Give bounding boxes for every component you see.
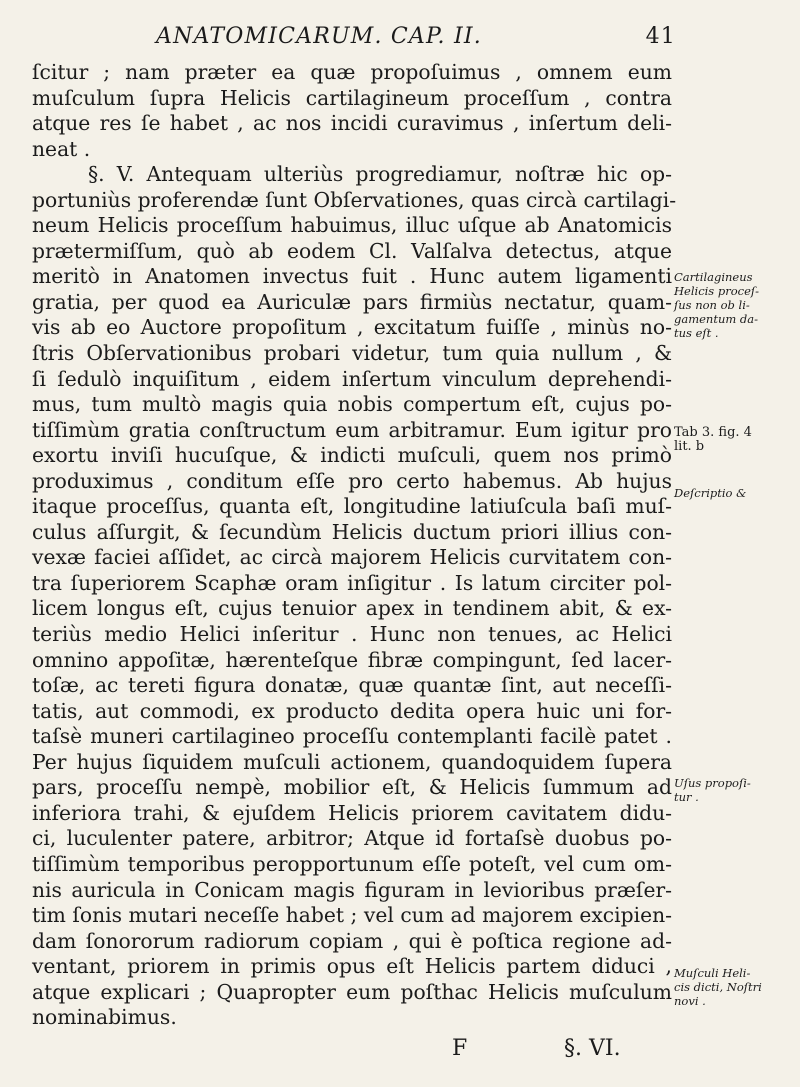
page-footer <box>440 1036 680 1066</box>
text-line: exortu inviſi hucuſque, & indicti muſculi, quem nos primò <box>32 443 672 468</box>
text-line: atque explicari ; Quapropter eum poſthac Helicis muſculum <box>32 979 672 1004</box>
margin-note <box>674 486 798 500</box>
text-line: taſsè muneri cartilagineo proceſſu contemplanti facilè patet . <box>32 724 672 749</box>
signature-mark: F <box>452 1036 468 1061</box>
text-line: ci, luculenter patere, arbitror; Atque id fortaſsè duobus po- <box>32 826 672 851</box>
text-line: §. V. Antequam ulteriùs progrediamur, noſtræ hic op- <box>88 162 672 187</box>
text-line: inferiora trahi, & ejuſdem Helicis priorem cavitatem didu- <box>32 800 672 825</box>
text-line: ſi ſedulò inquiſitum , eidem inſertum vinculum deprehendi- <box>32 366 672 391</box>
margin-note-line: tus eſt . <box>674 326 719 340</box>
page-number: 41 <box>645 23 676 49</box>
text-line: vis ab eo Auctore propoſitum , excitatum fuiſſe , minùs no- <box>32 315 672 340</box>
text-line: pars, proceſſu nempè, mobilior eſt, & Helicis ſummum ad <box>32 775 672 800</box>
main-text-block <box>32 60 677 1031</box>
catchword: §. VI. <box>564 1036 621 1061</box>
text-line: itaque proceſſus, quanta eſt, longitudine latiuſcula baſi muſ- <box>32 494 672 519</box>
text-line: neat . <box>32 136 91 161</box>
text-line: omnino appoſitæ, hærenteſque fibræ compingunt, ſed lacer- <box>32 647 672 672</box>
margin-note <box>674 966 798 1008</box>
text-line: prætermiſſum, quò ab eodem Cl. Valſalva detectus, atque <box>32 238 672 263</box>
margin-note-line: novi . <box>674 994 706 1008</box>
text-line: culus aſſurgit, & ſecundùm Helicis ductum priori illius con- <box>32 519 672 544</box>
text-line: tim ſonis mutari neceſſe habet ; vel cum ad majorem excipien- <box>32 903 672 928</box>
running-header <box>156 18 676 54</box>
margin-note-line: cis dicti, Noſtri <box>674 980 762 994</box>
text-line: tiſſimùm gratia conſtructum eum arbitramur. Eum igitur pro <box>32 417 672 442</box>
text-line: ſcitur ; nam præter ea quæ propoſuimus , omnem eum <box>32 60 672 84</box>
margin-note-line: ſus non ob li- <box>674 298 750 312</box>
text-line: atque res ſe habet , ac nos incidi curavimus , inſertum deli- <box>32 111 672 136</box>
text-line: ſtris Obſervationibus probari videtur, tum quia nullum , & <box>32 341 672 366</box>
text-line: Per hujus ſiquidem muſculi actionem, quandoquidem ſupera <box>32 749 672 774</box>
text-line: nis auricula in Conicam magis figuram in levioribus præſer- <box>32 877 672 902</box>
margin-note-line: Deſcriptio & <box>674 486 747 500</box>
margin-note-line: gamentum da- <box>674 312 759 326</box>
text-line: mus, tum multò magis quia nobis compertum eſt, cujus po- <box>32 392 672 417</box>
text-line: gratia, per quod ea Auriculæ pars firmiùs nectatur, quam- <box>32 289 672 314</box>
margin-note-line: Cartilagineus <box>674 270 753 284</box>
text-line: neum Helicis proceſſum habuimus, illuc uſque ab Anatomicis <box>32 213 672 238</box>
margin-note <box>674 426 798 454</box>
text-line: portuniùs proferendæ ſunt Obſervationes, quas circà cartilagi- <box>32 187 677 212</box>
text-line: licem longus eſt, cujus tenuior apex in tendinem abit, & ex- <box>32 596 672 621</box>
text-line: muſculum ſupra Helicis cartilagineum proceſſum , contra <box>32 85 672 110</box>
margin-note-line: Tab 3. fig. 4 <box>674 425 752 440</box>
text-line: produximus , conditum eſſe pro certo habemus. Ab hujus <box>32 468 672 493</box>
text-line: dam ſonororum radiorum copiam , qui è poſtica regione ad- <box>32 928 672 953</box>
text-line: toſæ, ac tereti figura donatæ, quæ quantæ ſint, aut neceſſi- <box>32 673 672 698</box>
margin-note-line: Uſus propoſi- <box>674 776 751 790</box>
margin-note <box>674 270 798 340</box>
text-line: vexæ faciei aſſidet, ac circà majorem Helicis curvitatem con- <box>32 545 672 570</box>
running-title: ANATOMICARUM. CAP. II. <box>156 23 482 49</box>
margin-note-line: Helicis proceſ- <box>674 284 760 298</box>
text-line: nominabimus. <box>32 1005 177 1030</box>
text-line: meritò in Anatomen invectus fuit . Hunc autem ligamenti <box>32 264 672 289</box>
text-line: ventant, priorem in primis opus eſt Helicis partem diduci , <box>32 954 672 979</box>
text-line: teriùs medio Helici inſeritur . Hunc non tenues, ac Helici <box>32 622 672 647</box>
margin-note-line: Muſculi Heli- <box>674 966 751 980</box>
text-line: tiſſimùm temporibus peropportunum eſſe poteſt, vel cum om- <box>32 851 672 876</box>
text-line: tatis, aut commodi, ex producto dedita opera huic uni for- <box>32 698 672 723</box>
margin-note-line: tur . <box>674 790 699 804</box>
margin-note-line: lit. b <box>674 439 705 454</box>
text-line: tra ſuperiorem Scaphæ oram inſigitur . Is latum circiter pol- <box>32 570 672 595</box>
margin-note <box>674 776 798 804</box>
